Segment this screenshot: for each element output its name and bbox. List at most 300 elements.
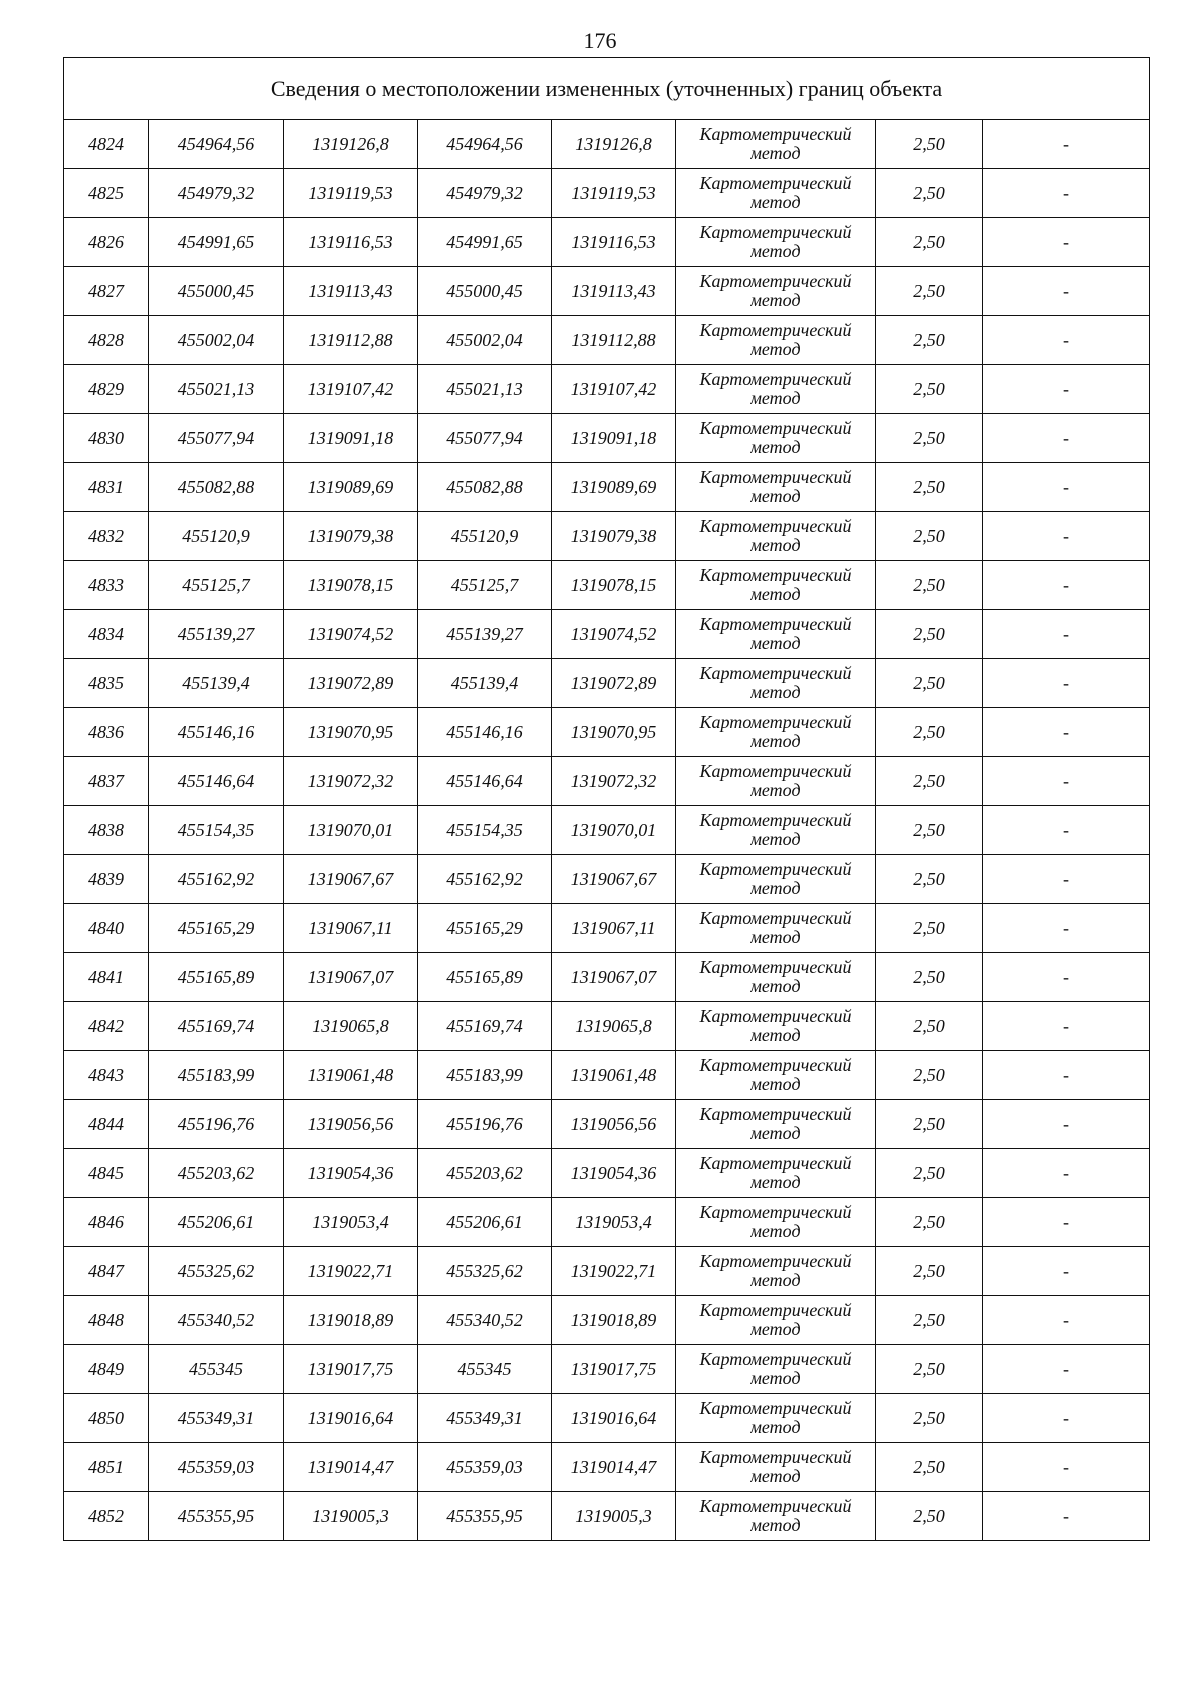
note-cell: -	[983, 1002, 1150, 1051]
table-row	[64, 855, 1150, 904]
accuracy-cell: 2,50	[876, 1443, 983, 1492]
table-row	[64, 1100, 1150, 1149]
note-cell: -	[983, 904, 1150, 953]
existing-y-cell: 1319017,75	[284, 1345, 418, 1394]
accuracy-cell: 2,50	[876, 610, 983, 659]
table-row	[64, 218, 1150, 267]
table-row	[64, 1345, 1150, 1394]
refined-x-cell: 455002,04	[418, 316, 552, 365]
refined-y-cell: 1319067,07	[552, 953, 676, 1002]
table-row	[64, 1394, 1150, 1443]
method-line-1: Картометрический	[699, 565, 852, 585]
method-line-1: Картометрический	[699, 957, 852, 977]
method-line-1: Картометрический	[699, 320, 852, 340]
existing-x-cell: 455206,61	[149, 1198, 284, 1247]
refined-x-cell: 455146,64	[418, 757, 552, 806]
method-line-2: метод	[750, 1515, 801, 1535]
accuracy-cell: 2,50	[876, 904, 983, 953]
existing-y-cell: 1319053,4	[284, 1198, 418, 1247]
existing-y-cell: 1319054,36	[284, 1149, 418, 1198]
method-cell	[676, 1198, 876, 1247]
method-line-2: метод	[750, 241, 801, 261]
note-cell: -	[983, 659, 1150, 708]
existing-y-cell: 1319014,47	[284, 1443, 418, 1492]
refined-x-cell: 455021,13	[418, 365, 552, 414]
existing-y-cell: 1319018,89	[284, 1296, 418, 1345]
method-line-2: метод	[750, 976, 801, 996]
existing-y-cell: 1319091,18	[284, 414, 418, 463]
point-number-cell: 4844	[64, 1100, 149, 1149]
method-line-1: Картометрический	[699, 663, 852, 683]
accuracy-cell: 2,50	[876, 316, 983, 365]
method-line-2: метод	[750, 731, 801, 751]
existing-x-cell: 455146,64	[149, 757, 284, 806]
refined-y-cell: 1319053,4	[552, 1198, 676, 1247]
existing-y-cell: 1319065,8	[284, 1002, 418, 1051]
refined-y-cell: 1319079,38	[552, 512, 676, 561]
note-cell: -	[983, 218, 1150, 267]
method-cell	[676, 1443, 876, 1492]
existing-y-cell: 1319067,07	[284, 953, 418, 1002]
accuracy-cell: 2,50	[876, 414, 983, 463]
table-row	[64, 1247, 1150, 1296]
existing-y-cell: 1319016,64	[284, 1394, 418, 1443]
method-line-1: Картометрический	[699, 418, 852, 438]
refined-x-cell: 454964,56	[418, 120, 552, 169]
existing-x-cell: 455345	[149, 1345, 284, 1394]
refined-x-cell: 454991,65	[418, 218, 552, 267]
refined-x-cell: 455345	[418, 1345, 552, 1394]
existing-x-cell: 454979,32	[149, 169, 284, 218]
table-row	[64, 1002, 1150, 1051]
method-cell	[676, 1345, 876, 1394]
refined-y-cell: 1319070,01	[552, 806, 676, 855]
refined-y-cell: 1319072,89	[552, 659, 676, 708]
table-row	[64, 1443, 1150, 1492]
method-line-1: Картометрический	[699, 712, 852, 732]
accuracy-cell: 2,50	[876, 1247, 983, 1296]
refined-x-cell: 455169,74	[418, 1002, 552, 1051]
accuracy-cell: 2,50	[876, 365, 983, 414]
refined-x-cell: 455196,76	[418, 1100, 552, 1149]
table-body	[64, 58, 1150, 1541]
method-line-1: Картометрический	[699, 1104, 852, 1124]
accuracy-cell: 2,50	[876, 806, 983, 855]
method-line-2: метод	[750, 682, 801, 702]
method-cell	[676, 953, 876, 1002]
refined-x-cell: 455077,94	[418, 414, 552, 463]
table-row	[64, 120, 1150, 169]
method-cell	[676, 855, 876, 904]
refined-x-cell: 455203,62	[418, 1149, 552, 1198]
refined-x-cell: 455139,27	[418, 610, 552, 659]
method-line-1: Картометрический	[699, 516, 852, 536]
note-cell: -	[983, 463, 1150, 512]
point-number-cell: 4828	[64, 316, 149, 365]
refined-x-cell: 455120,9	[418, 512, 552, 561]
refined-y-cell: 1319074,52	[552, 610, 676, 659]
table-row	[64, 267, 1150, 316]
note-cell: -	[983, 953, 1150, 1002]
point-number-cell: 4841	[64, 953, 149, 1002]
existing-y-cell: 1319074,52	[284, 610, 418, 659]
existing-x-cell: 455146,16	[149, 708, 284, 757]
refined-y-cell: 1319065,8	[552, 1002, 676, 1051]
existing-x-cell: 455077,94	[149, 414, 284, 463]
method-line-1: Картометрический	[699, 222, 852, 242]
method-line-1: Картометрический	[699, 614, 852, 634]
table-row	[64, 512, 1150, 561]
refined-y-cell: 1319067,11	[552, 904, 676, 953]
note-cell: -	[983, 1296, 1150, 1345]
method-line-1: Картометрический	[699, 1153, 852, 1173]
table-title-row	[64, 58, 1150, 120]
table-row	[64, 414, 1150, 463]
accuracy-cell: 2,50	[876, 855, 983, 904]
method-line-2: метод	[750, 633, 801, 653]
point-number-cell: 4852	[64, 1492, 149, 1541]
refined-x-cell: 455325,62	[418, 1247, 552, 1296]
method-cell	[676, 806, 876, 855]
note-cell: -	[983, 512, 1150, 561]
table-row	[64, 1296, 1150, 1345]
method-line-2: метод	[750, 535, 801, 555]
method-line-1: Картометрический	[699, 271, 852, 291]
table-row	[64, 365, 1150, 414]
method-line-1: Картометрический	[699, 1251, 852, 1271]
refined-y-cell: 1319078,15	[552, 561, 676, 610]
existing-x-cell: 455139,4	[149, 659, 284, 708]
table-title: Сведения о местоположении измененных (уточненных) границ объекта	[64, 58, 1150, 120]
refined-y-cell: 1319016,64	[552, 1394, 676, 1443]
existing-x-cell: 455196,76	[149, 1100, 284, 1149]
method-line-2: метод	[750, 927, 801, 947]
refined-x-cell: 455139,4	[418, 659, 552, 708]
method-line-1: Картометрический	[699, 467, 852, 487]
existing-x-cell: 455165,89	[149, 953, 284, 1002]
point-number-cell: 4842	[64, 1002, 149, 1051]
method-line-2: метод	[750, 1221, 801, 1241]
method-cell	[676, 708, 876, 757]
existing-x-cell: 455359,03	[149, 1443, 284, 1492]
method-line-1: Картометрический	[699, 761, 852, 781]
point-number-cell: 4846	[64, 1198, 149, 1247]
method-cell	[676, 463, 876, 512]
method-line-2: метод	[750, 486, 801, 506]
existing-x-cell: 455183,99	[149, 1051, 284, 1100]
table-row	[64, 953, 1150, 1002]
refined-x-cell: 455082,88	[418, 463, 552, 512]
note-cell: -	[983, 708, 1150, 757]
method-line-2: метод	[750, 1319, 801, 1339]
refined-y-cell: 1319119,53	[552, 169, 676, 218]
accuracy-cell: 2,50	[876, 708, 983, 757]
method-cell	[676, 218, 876, 267]
existing-y-cell: 1319089,69	[284, 463, 418, 512]
refined-y-cell: 1319072,32	[552, 757, 676, 806]
table-row	[64, 561, 1150, 610]
method-line-1: Картометрический	[699, 1202, 852, 1222]
existing-y-cell: 1319072,89	[284, 659, 418, 708]
refined-y-cell: 1319091,18	[552, 414, 676, 463]
existing-x-cell: 454964,56	[149, 120, 284, 169]
note-cell: -	[983, 169, 1150, 218]
accuracy-cell: 2,50	[876, 1296, 983, 1345]
existing-y-cell: 1319072,32	[284, 757, 418, 806]
method-line-2: метод	[750, 388, 801, 408]
existing-x-cell: 455162,92	[149, 855, 284, 904]
method-cell	[676, 414, 876, 463]
refined-x-cell: 455125,7	[418, 561, 552, 610]
refined-y-cell: 1319054,36	[552, 1149, 676, 1198]
point-number-cell: 4832	[64, 512, 149, 561]
refined-y-cell: 1319089,69	[552, 463, 676, 512]
boundary-coordinates-table	[63, 57, 1150, 1541]
method-line-2: метод	[750, 1466, 801, 1486]
point-number-cell: 4831	[64, 463, 149, 512]
point-number-cell: 4829	[64, 365, 149, 414]
existing-x-cell: 455340,52	[149, 1296, 284, 1345]
method-cell	[676, 1002, 876, 1051]
method-cell	[676, 1149, 876, 1198]
table-row	[64, 708, 1150, 757]
point-number-cell: 4838	[64, 806, 149, 855]
method-cell	[676, 316, 876, 365]
method-cell	[676, 267, 876, 316]
point-number-cell: 4837	[64, 757, 149, 806]
existing-y-cell: 1319005,3	[284, 1492, 418, 1541]
accuracy-cell: 2,50	[876, 1002, 983, 1051]
note-cell: -	[983, 855, 1150, 904]
existing-x-cell: 455125,7	[149, 561, 284, 610]
table-row	[64, 1492, 1150, 1541]
existing-x-cell: 455002,04	[149, 316, 284, 365]
existing-y-cell: 1319119,53	[284, 169, 418, 218]
method-cell	[676, 169, 876, 218]
method-cell	[676, 1296, 876, 1345]
refined-y-cell: 1319014,47	[552, 1443, 676, 1492]
note-cell: -	[983, 1492, 1150, 1541]
method-line-2: метод	[750, 1270, 801, 1290]
refined-x-cell: 455165,89	[418, 953, 552, 1002]
method-line-2: метод	[750, 584, 801, 604]
refined-x-cell: 455165,29	[418, 904, 552, 953]
note-cell: -	[983, 414, 1150, 463]
method-line-2: метод	[750, 1417, 801, 1437]
accuracy-cell: 2,50	[876, 512, 983, 561]
refined-x-cell: 455146,16	[418, 708, 552, 757]
refined-y-cell: 1319067,67	[552, 855, 676, 904]
refined-x-cell: 455340,52	[418, 1296, 552, 1345]
point-number-cell: 4833	[64, 561, 149, 610]
method-line-1: Картометрический	[699, 1496, 852, 1516]
existing-x-cell: 455349,31	[149, 1394, 284, 1443]
existing-y-cell: 1319079,38	[284, 512, 418, 561]
existing-x-cell: 455139,27	[149, 610, 284, 659]
existing-y-cell: 1319056,56	[284, 1100, 418, 1149]
method-line-2: метод	[750, 829, 801, 849]
refined-y-cell: 1319017,75	[552, 1345, 676, 1394]
point-number-cell: 4825	[64, 169, 149, 218]
existing-y-cell: 1319070,01	[284, 806, 418, 855]
point-number-cell: 4851	[64, 1443, 149, 1492]
method-cell	[676, 1247, 876, 1296]
table-row	[64, 904, 1150, 953]
accuracy-cell: 2,50	[876, 561, 983, 610]
method-line-1: Картометрический	[699, 908, 852, 928]
method-line-2: метод	[750, 339, 801, 359]
point-number-cell: 4845	[64, 1149, 149, 1198]
method-line-2: метод	[750, 780, 801, 800]
note-cell: -	[983, 120, 1150, 169]
point-number-cell: 4848	[64, 1296, 149, 1345]
method-cell	[676, 1051, 876, 1100]
existing-y-cell: 1319070,95	[284, 708, 418, 757]
refined-y-cell: 1319116,53	[552, 218, 676, 267]
existing-y-cell: 1319067,11	[284, 904, 418, 953]
table-row	[64, 806, 1150, 855]
method-line-2: метод	[750, 1172, 801, 1192]
refined-y-cell: 1319107,42	[552, 365, 676, 414]
point-number-cell: 4826	[64, 218, 149, 267]
method-line-1: Картометрический	[699, 173, 852, 193]
refined-y-cell: 1319056,56	[552, 1100, 676, 1149]
method-cell	[676, 1394, 876, 1443]
refined-x-cell: 455183,99	[418, 1051, 552, 1100]
accuracy-cell: 2,50	[876, 757, 983, 806]
accuracy-cell: 2,50	[876, 1394, 983, 1443]
note-cell: -	[983, 1149, 1150, 1198]
refined-y-cell: 1319113,43	[552, 267, 676, 316]
accuracy-cell: 2,50	[876, 659, 983, 708]
refined-y-cell: 1319018,89	[552, 1296, 676, 1345]
table-row	[64, 1051, 1150, 1100]
refined-y-cell: 1319005,3	[552, 1492, 676, 1541]
method-line-2: метод	[750, 1074, 801, 1094]
refined-x-cell: 455359,03	[418, 1443, 552, 1492]
point-number-cell: 4836	[64, 708, 149, 757]
refined-y-cell: 1319061,48	[552, 1051, 676, 1100]
method-line-1: Картометрический	[699, 1006, 852, 1026]
existing-x-cell: 455165,29	[149, 904, 284, 953]
table-row	[64, 610, 1150, 659]
accuracy-cell: 2,50	[876, 463, 983, 512]
point-number-cell: 4850	[64, 1394, 149, 1443]
note-cell: -	[983, 1100, 1150, 1149]
table-row	[64, 757, 1150, 806]
existing-x-cell: 455000,45	[149, 267, 284, 316]
existing-x-cell: 455355,95	[149, 1492, 284, 1541]
note-cell: -	[983, 1247, 1150, 1296]
table-row	[64, 169, 1150, 218]
accuracy-cell: 2,50	[876, 169, 983, 218]
existing-y-cell: 1319022,71	[284, 1247, 418, 1296]
accuracy-cell: 2,50	[876, 1492, 983, 1541]
method-cell	[676, 561, 876, 610]
method-cell	[676, 904, 876, 953]
refined-y-cell: 1319070,95	[552, 708, 676, 757]
table-row	[64, 659, 1150, 708]
note-cell: -	[983, 610, 1150, 659]
refined-x-cell: 455000,45	[418, 267, 552, 316]
method-line-2: метод	[750, 192, 801, 212]
method-cell	[676, 365, 876, 414]
method-line-1: Картометрический	[699, 124, 852, 144]
note-cell: -	[983, 561, 1150, 610]
note-cell: -	[983, 1394, 1150, 1443]
existing-y-cell: 1319112,88	[284, 316, 418, 365]
method-cell	[676, 1100, 876, 1149]
existing-x-cell: 455154,35	[149, 806, 284, 855]
table-row	[64, 1149, 1150, 1198]
method-line-2: метод	[750, 1025, 801, 1045]
accuracy-cell: 2,50	[876, 953, 983, 1002]
point-number-cell: 4830	[64, 414, 149, 463]
note-cell: -	[983, 1051, 1150, 1100]
point-number-cell: 4843	[64, 1051, 149, 1100]
method-line-1: Картометрический	[699, 369, 852, 389]
accuracy-cell: 2,50	[876, 1051, 983, 1100]
existing-x-cell: 455325,62	[149, 1247, 284, 1296]
point-number-cell: 4840	[64, 904, 149, 953]
accuracy-cell: 2,50	[876, 1198, 983, 1247]
method-cell	[676, 512, 876, 561]
refined-y-cell: 1319112,88	[552, 316, 676, 365]
existing-x-cell: 454991,65	[149, 218, 284, 267]
note-cell: -	[983, 757, 1150, 806]
method-cell	[676, 1492, 876, 1541]
method-cell	[676, 757, 876, 806]
page-number: 176	[583, 28, 617, 53]
method-cell	[676, 120, 876, 169]
note-cell: -	[983, 1198, 1150, 1247]
refined-x-cell: 454979,32	[418, 169, 552, 218]
accuracy-cell: 2,50	[876, 1100, 983, 1149]
point-number-cell: 4835	[64, 659, 149, 708]
method-line-2: метод	[750, 1368, 801, 1388]
note-cell: -	[983, 365, 1150, 414]
note-cell: -	[983, 1443, 1150, 1492]
existing-x-cell: 455120,9	[149, 512, 284, 561]
point-number-cell: 4847	[64, 1247, 149, 1296]
method-line-1: Картометрический	[699, 1055, 852, 1075]
existing-x-cell: 455082,88	[149, 463, 284, 512]
method-line-2: метод	[750, 437, 801, 457]
table-row	[64, 316, 1150, 365]
table-row	[64, 463, 1150, 512]
point-number-cell: 4839	[64, 855, 149, 904]
existing-y-cell: 1319061,48	[284, 1051, 418, 1100]
note-cell: -	[983, 1345, 1150, 1394]
existing-y-cell: 1319078,15	[284, 561, 418, 610]
existing-y-cell: 1319126,8	[284, 120, 418, 169]
method-line-1: Картометрический	[699, 859, 852, 879]
refined-x-cell: 455349,31	[418, 1394, 552, 1443]
accuracy-cell: 2,50	[876, 120, 983, 169]
existing-y-cell: 1319067,67	[284, 855, 418, 904]
method-line-1: Картометрический	[699, 1300, 852, 1320]
existing-y-cell: 1319116,53	[284, 218, 418, 267]
method-cell	[676, 659, 876, 708]
note-cell: -	[983, 316, 1150, 365]
point-number-cell: 4827	[64, 267, 149, 316]
note-cell: -	[983, 806, 1150, 855]
refined-y-cell: 1319022,71	[552, 1247, 676, 1296]
existing-y-cell: 1319107,42	[284, 365, 418, 414]
method-line-1: Картометрический	[699, 810, 852, 830]
method-cell	[676, 610, 876, 659]
method-line-2: метод	[750, 143, 801, 163]
